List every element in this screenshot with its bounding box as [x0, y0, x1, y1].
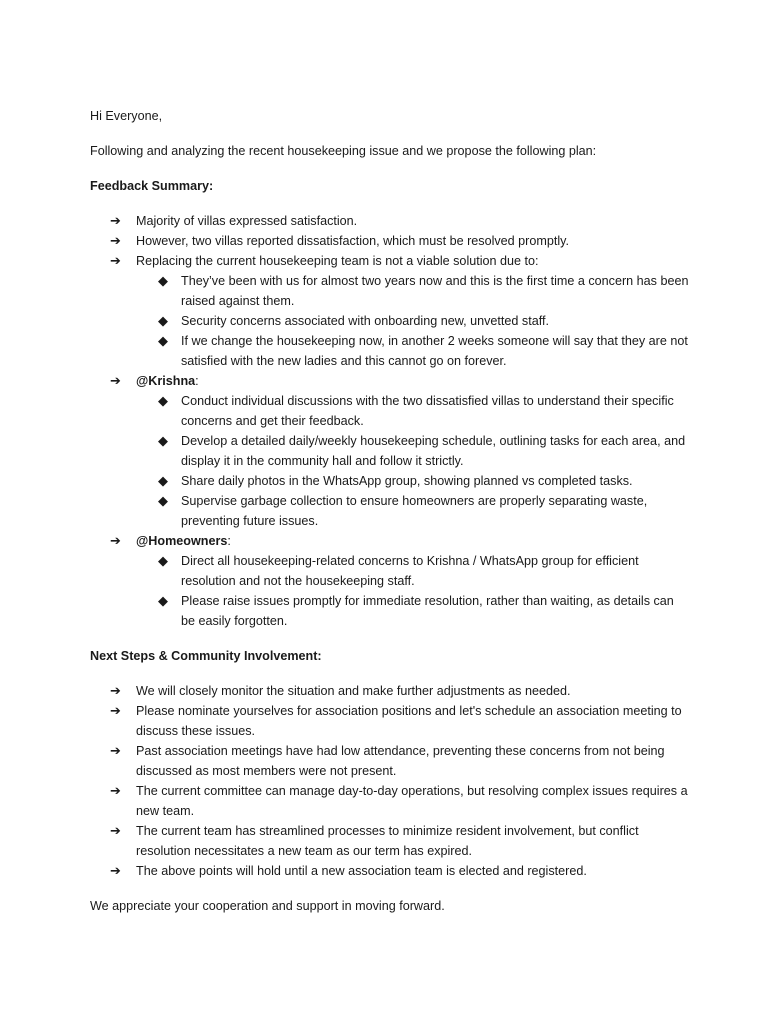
arrow-bullet-icon: ➔: [110, 743, 121, 758]
arrow-bullet-icon: ➔: [110, 823, 121, 838]
arrow-bullet-icon: ➔: [110, 533, 121, 548]
diamond-bullet-icon: ◆: [158, 333, 168, 348]
list-item: [90, 681, 690, 701]
sub-list-item: [90, 271, 690, 311]
sub-list-item-text: If we change the housekeeping now, in another 2 weeks someone will say that they are not satisfied with the new ladies and this cannot go on forever.: [181, 334, 688, 368]
closing-paragraph: We appreciate your cooperation and support in moving forward.: [90, 899, 445, 913]
sub-list-item: [90, 311, 690, 331]
sub-list-item-text: Direct all housekeeping-related concerns to Krishna / WhatsApp group for efficient resolution and not the housekeeping staff.: [181, 554, 639, 588]
arrow-bullet-icon: ➔: [110, 373, 121, 388]
arrow-bullet-icon: ➔: [110, 863, 121, 878]
arrow-bullet-icon: ➔: [110, 213, 121, 228]
arrow-bullet-icon: ➔: [110, 253, 121, 268]
list-item-text: Please nominate yourselves for association positions and let's schedule an association meeting to discuss these issues.: [136, 704, 682, 738]
next-steps-heading: Next Steps & Community Involvement:: [90, 649, 322, 663]
list-item-text: Majority of villas expressed satisfaction.: [136, 214, 358, 228]
arrow-bullet-icon: ➔: [110, 233, 121, 248]
diamond-bullet-icon: ◆: [158, 313, 168, 328]
diamond-bullet-icon: ◆: [158, 393, 168, 408]
list-item-text: The above points will hold until a new association team is elected and registered.: [136, 864, 587, 878]
sub-list-item: [90, 431, 690, 471]
sub-list-item: [90, 591, 690, 631]
arrow-bullet-icon: ➔: [110, 703, 121, 718]
diamond-bullet-icon: ◆: [158, 493, 168, 508]
list-item-text: Replacing the current housekeeping team is not a viable solution due to:: [136, 254, 539, 268]
diamond-bullet-icon: ◆: [158, 433, 168, 448]
homeowners-colon: :: [227, 534, 231, 548]
sub-list-item-text: Security concerns associated with onboarding new, unvetted staff.: [181, 314, 550, 328]
sub-list-item: [90, 491, 690, 531]
sub-list-item: [90, 391, 690, 431]
sub-list-item-text: Share daily photos in the WhatsApp group, showing planned vs completed tasks.: [181, 474, 633, 488]
diamond-bullet-icon: ◆: [158, 553, 168, 568]
list-item-text: We will closely monitor the situation and make further adjustments as needed.: [136, 684, 571, 698]
greeting: Hi Everyone,: [90, 109, 163, 123]
intro-paragraph: Following and analyzing the recent housekeeping issue and we propose the following plan:: [90, 144, 597, 158]
list-item: [90, 741, 690, 781]
sub-list-item-text: They’ve been with us for almost two years now and this is the first time a concern has been raised against them.: [181, 274, 689, 308]
sub-list-item-text: Conduct individual discussions with the two dissatisfied villas to understand their specific concerns and get their feedback.: [181, 394, 674, 428]
document-page: [90, 106, 690, 916]
homeowners-mention: @Homeowners: [136, 534, 228, 548]
arrow-bullet-icon: ➔: [110, 683, 121, 698]
list-item: [90, 781, 690, 821]
list-item: [90, 211, 690, 231]
list-item: [90, 821, 690, 861]
sub-list-item-text: Develop a detailed daily/weekly housekeeping schedule, outlining tasks for each area, and display it in the community hall and follow it strictly.: [181, 434, 686, 468]
sub-list-item-text: Please raise issues promptly for immediate resolution, rather than waiting, as details can be easily forgotten.: [181, 594, 674, 628]
sub-list-item: [90, 551, 690, 591]
sub-list-item: [90, 471, 690, 491]
feedback-heading: Feedback Summary:: [90, 179, 214, 193]
list-item-homeowners: [90, 531, 690, 551]
next-steps-list: [90, 681, 690, 881]
list-item-text: The current team has streamlined processes to minimize resident involvement, but conflict resolution necessitates a new team as our term has expired.: [136, 824, 639, 858]
krishna-colon: :: [195, 374, 199, 388]
feedback-list: [90, 211, 690, 631]
list-item-krishna: [90, 371, 690, 391]
diamond-bullet-icon: ◆: [158, 473, 168, 488]
sub-list-item: [90, 331, 690, 371]
list-item-text: Past association meetings have had low attendance, preventing these concerns from not being discussed as most members were not present.: [136, 744, 665, 778]
sub-list-item-text: Supervise garbage collection to ensure homeowners are properly separating waste, preventing future issues.: [181, 494, 648, 528]
list-item: [90, 861, 690, 881]
diamond-bullet-icon: ◆: [158, 273, 168, 288]
diamond-bullet-icon: ◆: [158, 593, 168, 608]
list-item-text: However, two villas reported dissatisfaction, which must be resolved promptly.: [136, 234, 570, 248]
list-item-text: The current committee can manage day-to-day operations, but resolving complex issues requires a new team.: [136, 784, 688, 818]
list-item: [90, 701, 690, 741]
list-item: [90, 251, 690, 271]
arrow-bullet-icon: ➔: [110, 783, 121, 798]
krishna-mention: @Krishna: [136, 374, 196, 388]
list-item: [90, 231, 690, 251]
